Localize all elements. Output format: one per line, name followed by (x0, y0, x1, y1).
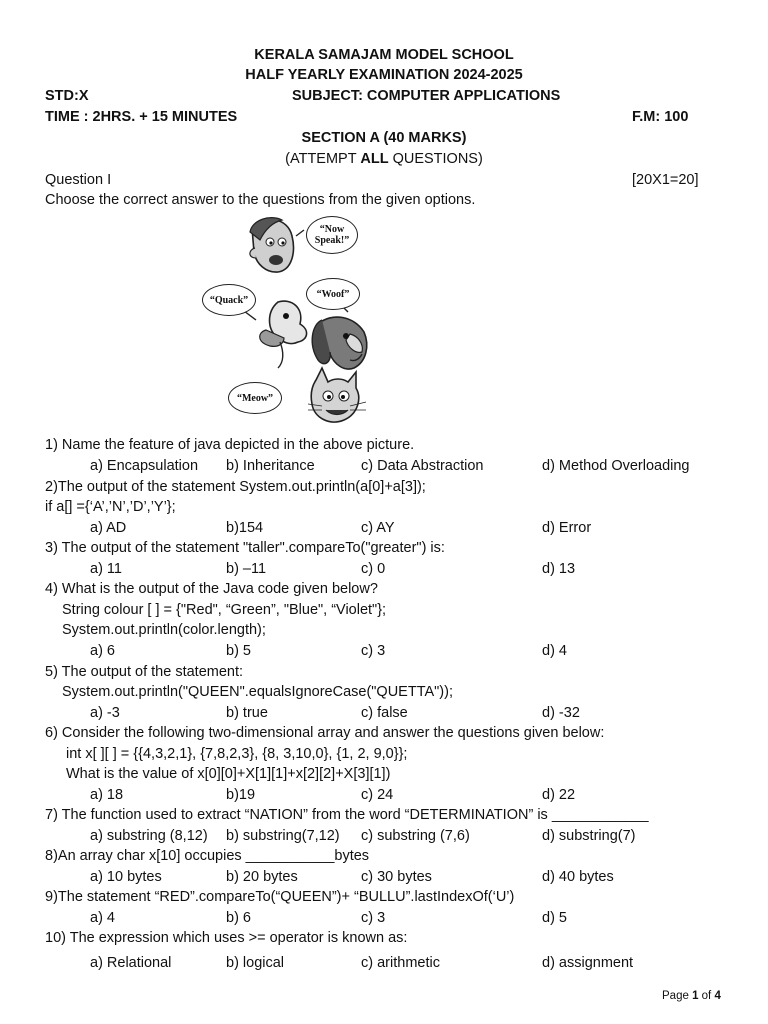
attempt-instruction (0, 151, 768, 167)
q5-option-a: a) -3 (90, 705, 120, 721)
q6-option-a: a) 18 (90, 787, 124, 803)
q2-option-d: d) Error (542, 520, 592, 536)
std-label: STD:X (45, 88, 89, 104)
q10-option-b: b) logical (226, 955, 285, 971)
question-10-text: 10) The expression which uses >= operator is known as: (45, 930, 408, 946)
q1-option-d: d) Method Overloading (542, 458, 690, 474)
full-marks-label: F.M: 100 (632, 109, 689, 125)
q3-option-a: a) 11 (90, 561, 122, 577)
q7-option-c: c) substring (7,6) (361, 828, 470, 844)
question-5-text: 5) The output of the statement: (45, 664, 244, 680)
q3-option-b: b) –11 (226, 561, 267, 577)
animal-speech-picture (200, 212, 370, 434)
q9-option-d: d) 5 (542, 910, 567, 926)
attempt-bold: ALL (360, 151, 389, 167)
page-current: 1 (692, 990, 699, 1002)
q8-option-d: d) 40 bytes (542, 869, 614, 885)
q2-option-a: a) AD (90, 520, 127, 536)
q3-option-c: c) 0 (361, 561, 386, 577)
q4-option-a: a) 6 (90, 643, 115, 659)
page-number (662, 990, 721, 1002)
q10-option-a: a) Relational (90, 955, 172, 971)
question-6-text: 6) Consider the following two-dimensional array and answer the questions given below: (45, 725, 605, 741)
question-7-text: 7) The function used to extract “NATION” from the word “DETERMINATION” is ____________ (45, 807, 649, 823)
question-6-line-3: What is the value of x[0][0]+X[1][1]+x[2][2]+X[3][1]) (66, 766, 391, 782)
question-2-line-2: if a[] ={‘A’,’N’,’D’,’Y’}; (45, 499, 176, 515)
q2-option-c: c) AY (361, 520, 395, 536)
time-label: TIME : 2HRS. + 15 MINUTES (45, 109, 238, 125)
subject-label: SUBJECT: COMPUTER APPLICATIONS (292, 88, 561, 104)
q2-option-b: b)154 (226, 520, 264, 536)
dog-icon (312, 317, 367, 369)
question-2-text: 2)The output of the statement System.out.println(a[0]+a[3]); (45, 479, 426, 495)
q8-option-b: b) 20 bytes (226, 869, 298, 885)
q4-option-d: d) 4 (542, 643, 567, 659)
question-5-line-2: System.out.println("QUEEN".equalsIgnoreCase("QUETTA")); (62, 684, 453, 700)
question-instruction: Choose the correct answer to the questions from the given options. (45, 192, 476, 208)
q7-option-b: b) substring(7,12) (226, 828, 340, 844)
q1-option-b: b) Inheritance (226, 458, 315, 474)
q9-option-a: a) 4 (90, 910, 115, 926)
exam-title: HALF YEARLY EXAMINATION 2024-2025 (245, 67, 523, 83)
bubble-quack: “Quack” (202, 284, 256, 316)
school-name: KERALA SAMAJAM MODEL SCHOOL (254, 47, 514, 63)
bubble-now-speak: “Now Speak!” (306, 216, 358, 254)
section-title: SECTION A (40 MARKS) (301, 130, 467, 146)
question-6-line-2: int x[ ][ ] = {{4,3,2,1}, {7,8,2,3}, {8, 3,10,0}, {1, 2, 9,0}}; (66, 746, 408, 762)
question-1-text: 1) Name the feature of java depicted in the above picture. (45, 437, 415, 453)
q4-option-c: c) 3 (361, 643, 386, 659)
q6-option-c: c) 24 (361, 787, 394, 803)
q5-option-d: d) -32 (542, 705, 580, 721)
q5-option-c: c) false (361, 705, 408, 721)
question-4-line-3: System.out.println(color.length); (62, 622, 266, 638)
q9-option-b: b) 6 (226, 910, 251, 926)
q6-option-b: b)19 (226, 787, 256, 803)
question-marks: [20X1=20] (632, 172, 699, 188)
q9-option-c: c) 3 (361, 910, 386, 926)
q6-option-d: d) 22 (542, 787, 576, 803)
q4-option-b: b) 5 (226, 643, 251, 659)
q3-option-d: d) 13 (542, 561, 576, 577)
question-4-line-2: String colour [ ] = {"Red", “Green”, "Blue", “Violet"}; (62, 602, 387, 618)
page-pre: Page (662, 990, 693, 1002)
q7-option-a: a) substring (8,12) (90, 828, 208, 844)
question-9-text: 9)The statement “RED”.compareTo(“QUEEN”)+ “BULLU”.lastIndexOf(‘U’) (45, 889, 515, 905)
q1-option-c: c) Data Abstraction (361, 458, 484, 474)
q1-option-a: a) Encapsulation (90, 458, 199, 474)
question-4-text: 4) What is the output of the Java code given below? (45, 581, 378, 597)
question-title: Question I (45, 172, 112, 188)
q10-option-c: c) arithmetic (361, 955, 440, 971)
page-mid: of (698, 990, 715, 1002)
q7-option-d: d) substring(7) (542, 828, 636, 844)
attempt-pre: (ATTEMPT (285, 151, 361, 167)
question-8-text: 8)An array char x[10] occupies ___________bytes (45, 848, 370, 864)
page-total: 4 (714, 990, 721, 1002)
question-3-text: 3) The output of the statement "taller".compareTo("greater") is: (45, 540, 445, 556)
attempt-post: QUESTIONS) (388, 151, 483, 167)
bubble-woof: “Woof” (306, 278, 360, 310)
q5-option-b: b) true (226, 705, 268, 721)
bubble-meow: “Meow” (228, 382, 282, 414)
q10-option-d: d) assignment (542, 955, 634, 971)
q8-option-a: a) 10 bytes (90, 869, 162, 885)
q8-option-c: c) 30 bytes (361, 869, 432, 885)
